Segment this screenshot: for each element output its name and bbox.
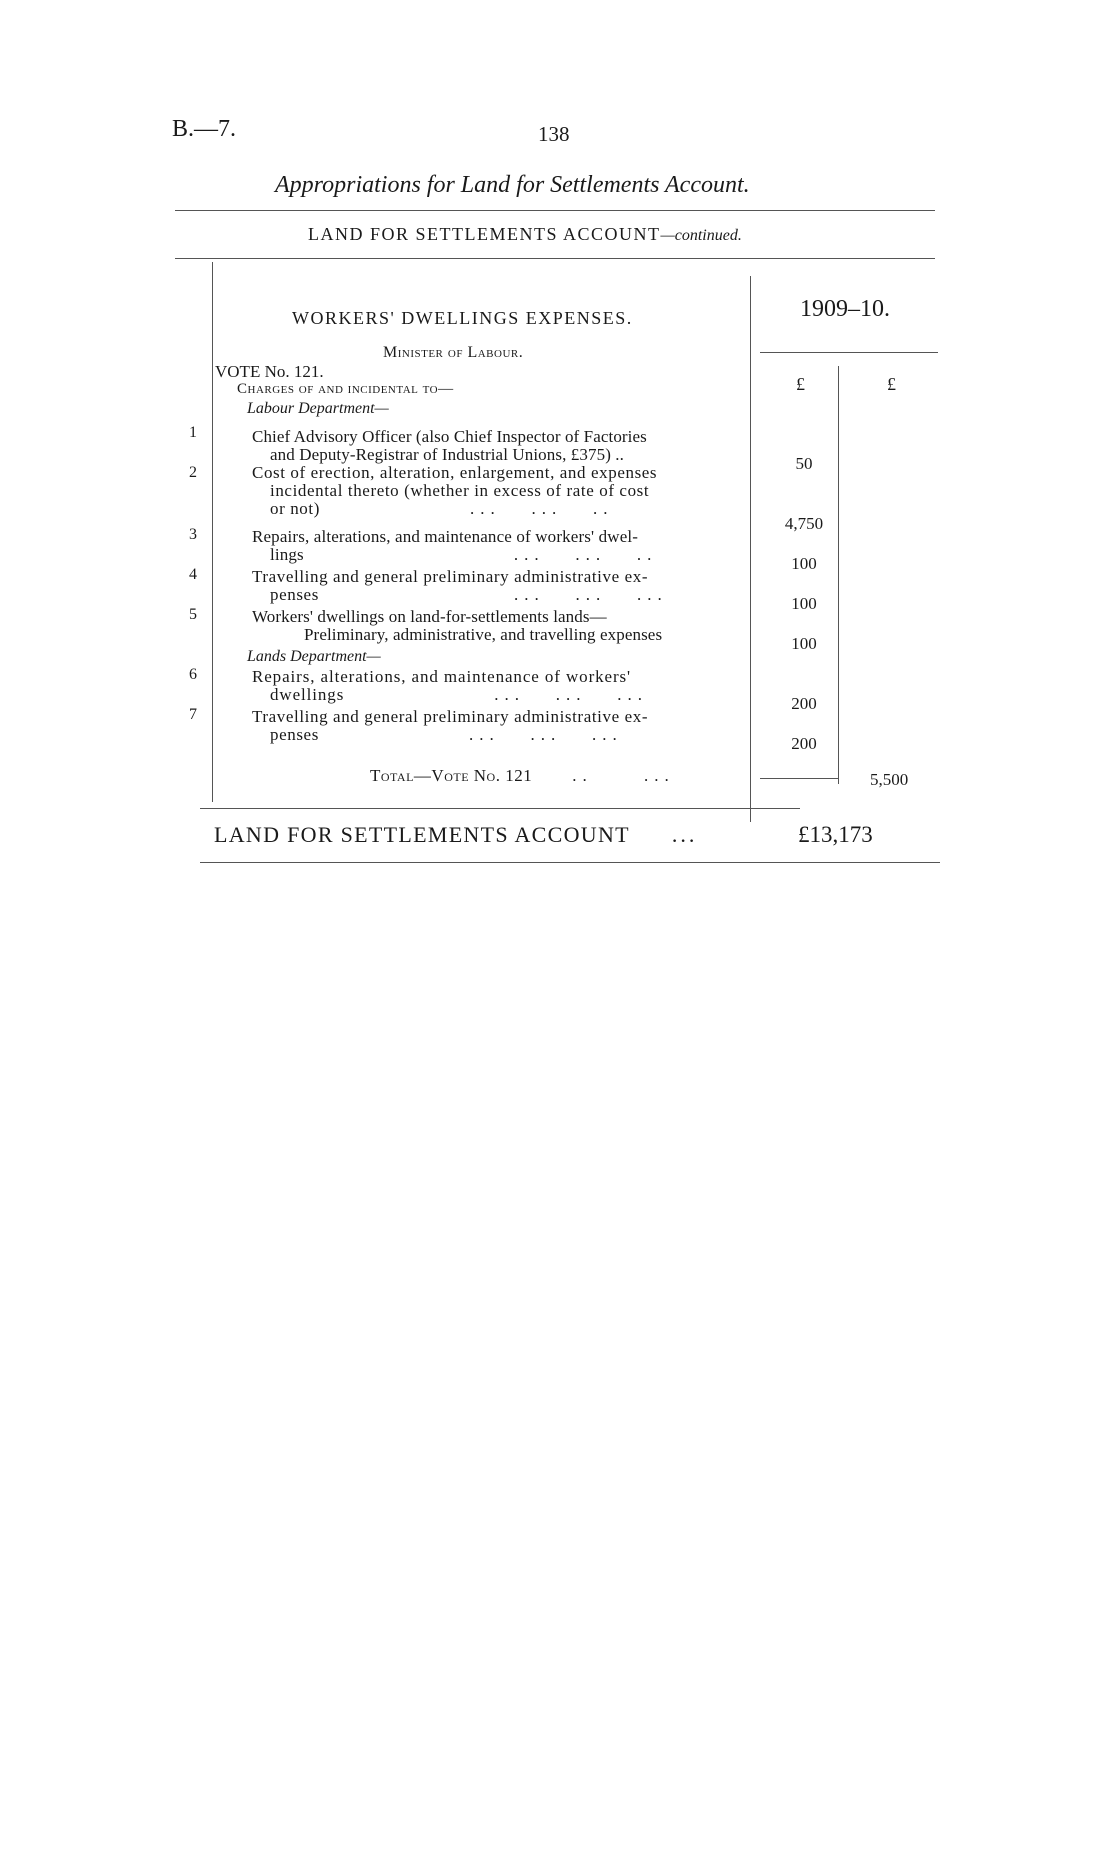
item-text: Repairs, alterations, and maintenance of workers' dwel- [252,527,639,546]
item-number: 6 [189,666,197,683]
vote-heading: VOTE No. 121. [215,362,324,381]
minister-heading: Minister of Labour. [383,344,524,361]
item-text: dwellings ... ... ... [270,685,648,704]
divider [175,210,935,211]
currency-header: £ [887,374,896,394]
charges-heading: Charges of and incidental to— [237,381,454,397]
item-text: incidental thereto (whether in excess of rate of cost [270,481,650,500]
item-text: Travelling and general preliminary administrative ex- [252,567,649,586]
grand-total-label-text: LAND FOR SETTLEMENTS ACCOUNT [214,822,630,847]
item-text: lings ... ... .. [270,545,658,564]
item-description [252,428,647,464]
item-text: Travelling and general preliminary administrative ex- [252,707,649,726]
total-label-text: Total—Vote No. 121 [370,766,533,785]
item-amount: 200 [791,734,817,753]
item-text: penses ... ... ... [270,585,668,604]
item-amount: 100 [791,554,817,573]
item-text-end: penses [270,585,319,604]
item-text-end: penses [270,725,319,744]
total-label: Total—Vote No. 121 .. ... [370,766,675,785]
table-left-border [212,262,213,802]
item-text: Preliminary, administrative, and travelling expenses [304,625,663,644]
page-title: Appropriations for Land for Settlements Account. [275,172,750,198]
section-title [308,224,742,245]
grand-total-label: LAND FOR SETTLEMENTS ACCOUNT ... [214,822,698,847]
item-text: Workers' dwellings on land-for-settlements lands— [252,607,607,626]
item-description [252,528,657,564]
total-rule [760,778,838,779]
section-title-text: LAND FOR SETTLEMENTS ACCOUNT [308,224,661,244]
item-amount: 50 [795,454,813,473]
item-text: and Deputy-Registrar of Industrial Unions, £375) .. [270,445,625,464]
year-underline [760,352,938,353]
grand-total-amount: £13,173 [798,822,873,847]
item-description [252,464,657,518]
document-reference: B.—7. [172,116,237,142]
item-text-end: lings [270,545,304,564]
table-amount-separator [750,276,751,822]
item-text: Chief Advisory Officer (also Chief Inspector of Factories [252,427,647,446]
item-text-end: or not) [270,499,320,518]
page-number: 138 [538,122,570,146]
item-number: 4 [189,566,197,583]
item-text: Cost of erection, alteration, enlargement, and expenses [252,463,658,482]
divider [200,862,940,863]
item-amount: 100 [791,634,817,653]
item-text-end: dwellings [270,685,345,704]
item-amount: 200 [791,694,817,713]
item-amount: 100 [791,594,817,613]
item-text: Repairs, alterations, and maintenance of workers' [252,667,632,686]
currency-header: £ [796,374,805,394]
department-heading: Labour Department— [247,400,389,417]
item-amount: 4,750 [784,514,824,533]
section-title-continued: —continued. [660,227,742,244]
item-number: 5 [189,606,197,623]
item-number: 2 [189,464,197,481]
divider [200,808,800,809]
item-number: 1 [189,424,197,441]
item-number: 7 [189,706,197,723]
table-column-separator [838,366,839,784]
divider [175,258,935,259]
item-text: penses ... ... ... [270,725,623,744]
item-description [252,608,662,644]
item-text: or not) ... ... .. [270,499,614,518]
item-description [252,568,668,604]
item-description [252,708,648,744]
table-heading: WORKERS' DWELLINGS EXPENSES. [292,308,633,328]
total-amount: 5,500 [870,770,909,789]
department-heading: Lands Department— [247,648,381,665]
year-heading: 1909–10. [800,296,890,322]
item-description [252,668,648,704]
item-number: 3 [189,526,197,543]
